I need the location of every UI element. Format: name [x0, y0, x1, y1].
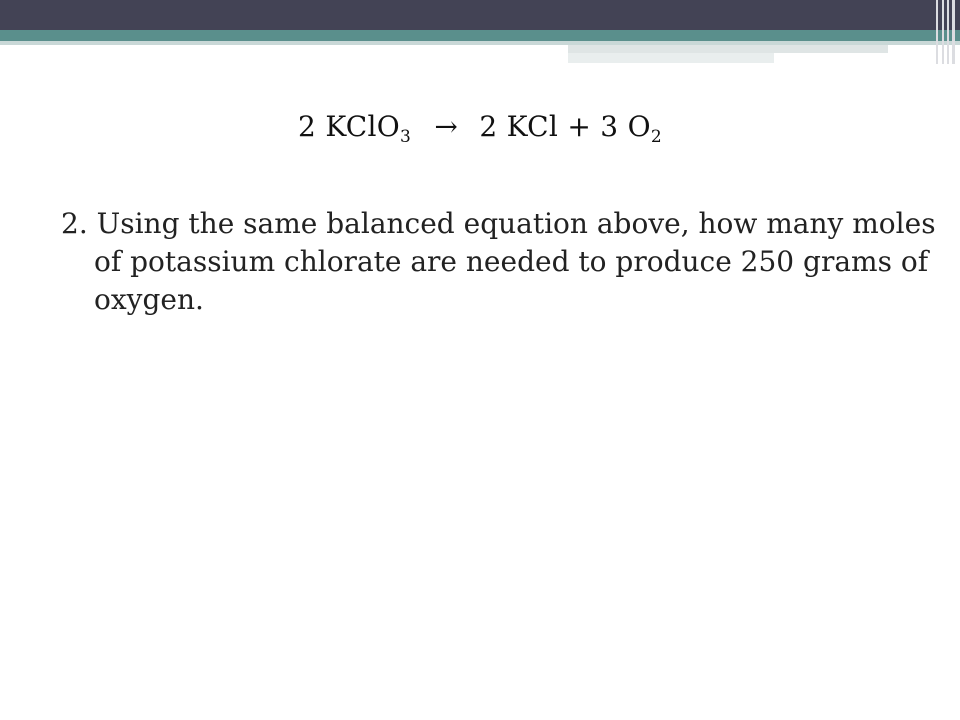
lhs-formula: KClO$_3$: [325, 110, 412, 147]
header-tab-lower: [568, 53, 774, 63]
edge-decoration: [930, 0, 960, 64]
question-body: Using the same balanced equation above, how many moles of potassium chlorate are needed to produce 250 grams of oxygen.: [94, 207, 936, 316]
question-text: [61, 205, 954, 319]
question-number: 2.: [61, 207, 88, 240]
lhs-subscript: 3: [400, 127, 412, 147]
header-band-dark: [0, 0, 960, 30]
rhs2-coefficient: 3: [600, 110, 619, 143]
chemical-equation: [0, 110, 960, 147]
rhs1-formula: KCl: [506, 110, 559, 143]
reaction-arrow: →: [434, 110, 459, 143]
rhs1-coefficient: 2: [479, 110, 498, 143]
plus-sign: +: [567, 110, 592, 143]
header-band-teal: [0, 30, 960, 41]
lhs-coefficient: 2: [298, 110, 317, 143]
rhs2-subscript: 2: [650, 127, 662, 147]
header-tab: [568, 45, 888, 53]
rhs2-formula: $O_2$: [627, 110, 662, 147]
